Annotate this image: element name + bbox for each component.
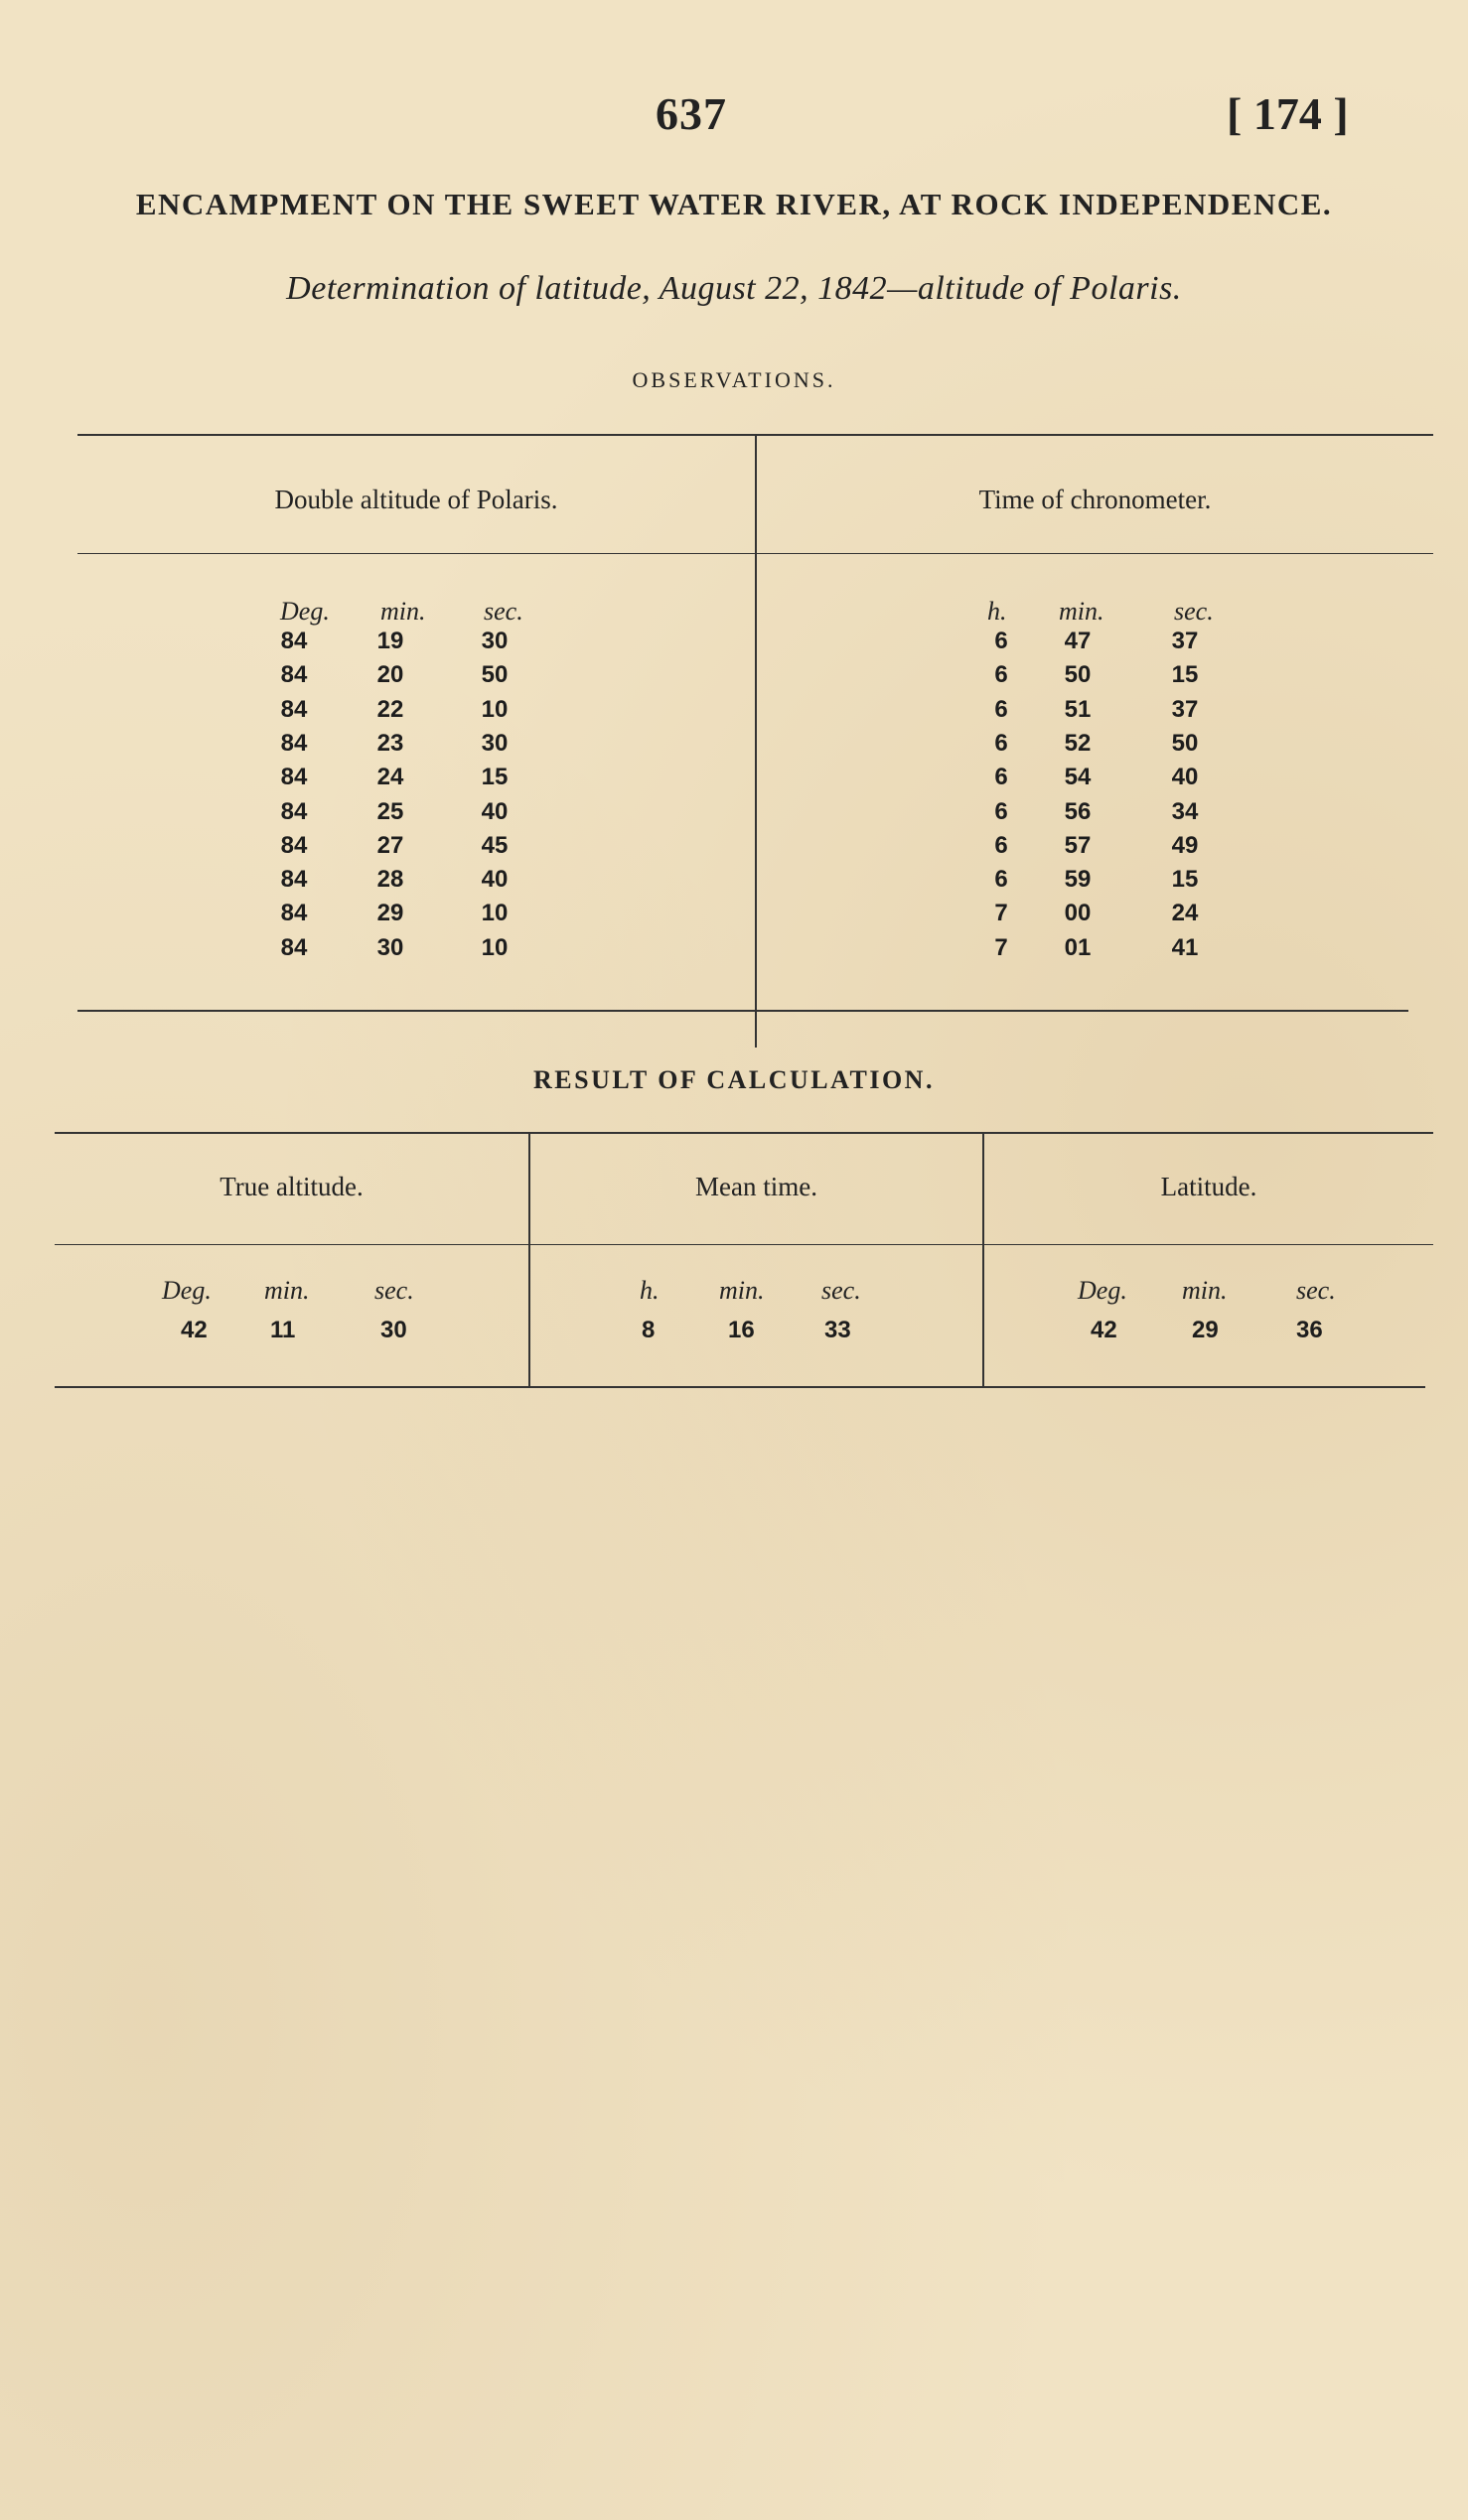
- unit-deg: Deg.: [280, 597, 330, 626]
- unit-hours: h.: [987, 597, 1007, 626]
- observations-bottom-rule: [77, 1010, 1408, 1012]
- observation-deg-cell: 84: [280, 764, 308, 791]
- observation-row: [0, 696, 1468, 730]
- unit-sec: sec.: [484, 597, 523, 626]
- unit-time-sec: sec.: [1174, 597, 1214, 626]
- observation-h-cell: 6: [994, 797, 1008, 825]
- unit-time-min: min.: [1059, 597, 1104, 626]
- latitude-unit-min: min.: [1182, 1276, 1228, 1305]
- observation-h-cell: 6: [994, 628, 1008, 654]
- observation-min-cell: 29: [376, 900, 404, 927]
- page-number: 637: [656, 88, 727, 139]
- mean-time-h: 8: [642, 1317, 656, 1343]
- true-altitude-unit-min: min.: [264, 1276, 310, 1305]
- observation-sec-cell: 10: [481, 695, 509, 723]
- observation-min-cell: 24: [376, 764, 404, 791]
- observation-deg-cell: 84: [280, 628, 308, 654]
- observation-h-cell: 7: [994, 933, 1008, 961]
- observation-min-cell: 20: [376, 661, 404, 689]
- observation-row: [0, 866, 1468, 900]
- latitude-unit-sec: sec.: [1296, 1276, 1336, 1305]
- observation-tmin-cell: 54: [1064, 764, 1092, 791]
- observation-h-cell: 6: [994, 729, 1008, 757]
- true-altitude-min: 11: [270, 1317, 296, 1343]
- observation-sec-cell: 45: [481, 831, 509, 859]
- observation-tsec-cell: 40: [1171, 764, 1199, 791]
- observation-deg-cell: 84: [280, 729, 308, 757]
- observation-min-cell: 23: [376, 729, 404, 757]
- page-title: ENCAMPMENT ON THE SWEET WATER RIVER, AT ROCK INDEPENDENCE.: [135, 187, 1333, 221]
- observation-tsec-cell: 37: [1171, 628, 1199, 654]
- observation-sec-cell: 10: [481, 900, 509, 927]
- observation-sec-cell: 10: [481, 933, 509, 961]
- altitude-column-title: Double altitude of Polaris.: [274, 485, 558, 514]
- observation-deg-cell: 84: [280, 797, 308, 825]
- observation-min-cell: 25: [376, 797, 404, 825]
- latitude-deg: 42: [1091, 1317, 1117, 1343]
- observation-tmin-cell: 57: [1064, 831, 1092, 859]
- observation-tmin-cell: 47: [1064, 628, 1092, 654]
- result-top-rule: [55, 1132, 1433, 1134]
- true-altitude-unit-sec: sec.: [374, 1276, 414, 1305]
- observation-deg-cell: 84: [280, 933, 308, 961]
- mean-time-sec: 33: [824, 1317, 851, 1343]
- observation-tsec-cell: 24: [1171, 900, 1199, 927]
- observation-min-cell: 28: [376, 866, 404, 894]
- observation-min-cell: 22: [376, 695, 404, 723]
- observation-row: [0, 730, 1468, 764]
- observation-row: [0, 934, 1468, 968]
- observation-tmin-cell: 00: [1064, 900, 1092, 927]
- mean-time-unit-min: min.: [719, 1276, 765, 1305]
- observation-h-cell: 6: [994, 695, 1008, 723]
- observation-h-cell: 6: [994, 661, 1008, 689]
- latitude-unit-deg: Deg.: [1078, 1276, 1127, 1305]
- observation-sec-cell: 40: [481, 797, 509, 825]
- result-divider-2: [982, 1132, 984, 1386]
- latitude-min: 29: [1192, 1317, 1219, 1343]
- observation-deg-cell: 84: [280, 900, 308, 927]
- plate-number: [ 174 ]: [1227, 88, 1349, 139]
- observation-tsec-cell: 50: [1171, 729, 1199, 757]
- observation-row: [0, 764, 1468, 797]
- mean-time-unit-sec: sec.: [821, 1276, 861, 1305]
- mean-time-min: 16: [728, 1317, 755, 1343]
- unit-min: min.: [380, 597, 426, 626]
- observation-sec-cell: 30: [481, 729, 509, 757]
- observation-min-cell: 30: [376, 933, 404, 961]
- result-bottom-rule: [55, 1386, 1425, 1388]
- observations-label: OBSERVATIONS.: [632, 367, 836, 392]
- observation-h-cell: 7: [994, 900, 1008, 927]
- observation-tmin-cell: 51: [1064, 695, 1092, 723]
- observation-sec-cell: 30: [481, 628, 509, 654]
- observation-row: [0, 832, 1468, 866]
- observation-row: [0, 661, 1468, 695]
- observation-tsec-cell: 15: [1171, 866, 1199, 894]
- observation-tsec-cell: 37: [1171, 695, 1199, 723]
- observation-tmin-cell: 01: [1064, 933, 1092, 961]
- observation-row: [0, 628, 1468, 661]
- page-subtitle: Determination of latitude, August 22, 1842—altitude of Polaris.: [286, 270, 1182, 307]
- observation-tmin-cell: 52: [1064, 729, 1092, 757]
- true-altitude-unit-deg: Deg.: [162, 1276, 212, 1305]
- observation-min-cell: 27: [376, 831, 404, 859]
- mean-time-unit-h: h.: [640, 1276, 660, 1305]
- observation-deg-cell: 84: [280, 661, 308, 689]
- observation-h-cell: 6: [994, 831, 1008, 859]
- observation-tsec-cell: 15: [1171, 661, 1199, 689]
- observation-deg-cell: 84: [280, 831, 308, 859]
- result-label: RESULT OF CALCULATION.: [533, 1065, 935, 1094]
- result-header-rule: [55, 1244, 1433, 1245]
- observation-tsec-cell: 41: [1171, 933, 1199, 961]
- observation-row: [0, 900, 1468, 933]
- observation-deg-cell: 84: [280, 866, 308, 894]
- latitude-sec: 36: [1296, 1317, 1323, 1343]
- observation-row: [0, 798, 1468, 832]
- latitude-title: Latitude.: [1160, 1172, 1257, 1201]
- observation-h-cell: 6: [994, 764, 1008, 791]
- observation-tmin-cell: 50: [1064, 661, 1092, 689]
- result-divider-1: [528, 1132, 530, 1386]
- true-altitude-deg: 42: [181, 1317, 208, 1343]
- observation-tmin-cell: 56: [1064, 797, 1092, 825]
- observation-tsec-cell: 34: [1171, 797, 1199, 825]
- time-column-title: Time of chronometer.: [978, 485, 1212, 514]
- observation-h-cell: 6: [994, 866, 1008, 894]
- observation-sec-cell: 50: [481, 661, 509, 689]
- true-altitude-title: True altitude.: [220, 1172, 364, 1201]
- true-altitude-sec: 30: [380, 1317, 407, 1343]
- observation-deg-cell: 84: [280, 695, 308, 723]
- observation-tsec-cell: 49: [1171, 831, 1199, 859]
- observation-min-cell: 19: [376, 628, 404, 654]
- observation-sec-cell: 40: [481, 866, 509, 894]
- mean-time-title: Mean time.: [695, 1172, 817, 1201]
- observation-tmin-cell: 59: [1064, 866, 1092, 894]
- observation-sec-cell: 15: [481, 764, 509, 791]
